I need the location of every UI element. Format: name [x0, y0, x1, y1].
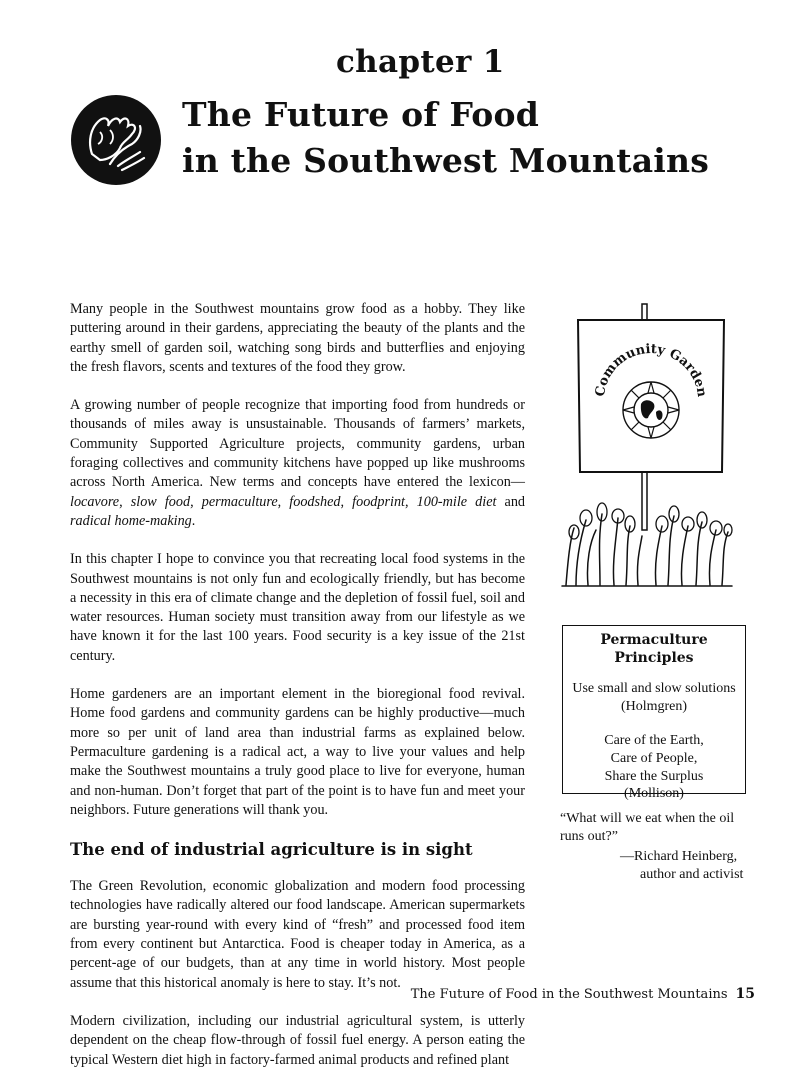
principle-line: Care of People,	[610, 750, 698, 766]
paragraph-2: A growing number of people recognize that importing food from hundreds or thousands of miles away is unsustainable. Thousands of farmers’ markets, Community Supported Agriculture projects, community gardens, urban foraging collectives and community kitchens have popped up like mushrooms across North America. New terms and concepts have entered the lexicon—locavore, slow food, permaculture, foodshed, foodprint, 100-mile diet and radical home-making.	[70, 397, 526, 529]
section-heading: The end of industrial agriculture is in sight	[70, 840, 473, 860]
pull-quote	[560, 810, 750, 884]
principle-line: Share the Surplus	[604, 768, 704, 784]
permaculture-principles-box	[562, 625, 746, 802]
principle-source: (Mollison)	[624, 786, 684, 802]
page-footer	[380, 986, 755, 1002]
paragraph-1: Many people in the Southwest mountains grow food as a hobby. They like puttering around in their gardens, appreciating the beauty of the plants and the earthy smell of garden soil, watching song birds and butterflies and enjoying the fresh flavors, scents and textures of the food they grow.	[70, 301, 525, 375]
quote-text: “What will we eat when the oil runs out?”	[560, 811, 735, 844]
hands-emblem-icon	[70, 94, 162, 186]
running-title: The Future of Food in the Southwest Mountains	[410, 987, 728, 1002]
principle-line: Use small and slow solutions	[572, 681, 736, 697]
paragraph-6: Modern civilization, including our industrial agricultural system, is utterly dependent on the cheap flow-through of fossil fuel energy. A person eating the typical Western diet high in factory-farmed animal products and refined plant	[70, 1012, 525, 1068]
principles-title: Permaculture Principles	[600, 632, 708, 666]
community-garden-sign-illustration	[556, 300, 736, 595]
page-number: 15	[735, 986, 755, 1002]
principle-source: (Holmgren)	[620, 698, 688, 714]
paragraph-4: Home gardeners are an important element in the bioregional food revival. Home food gardens and community gardens can be highly productive—much more so per unit of land area than industrial farms as explained below. Permaculture gardening is a radical act, a way to live your values and help make the Southwest mountains a truly good place to live for everyone, human and non-human. Don’t forget that part of the point is to have fun and meet your neighbors. Future generations will thank you.	[70, 686, 525, 818]
quote-attribution-role: author and activist	[640, 867, 744, 882]
principle-line: Care of the Earth,	[604, 733, 704, 749]
sign-text: Community Garden	[592, 341, 710, 398]
quote-attribution-name: —Richard Heinberg,	[620, 849, 738, 864]
paragraph-3: In this chapter I hope to convince you that recreating local food systems in the Southwest mountains is not only fun and ecologically friendly, but has become a necessity in this era of climate change and the depletion of fossil fuel, soil and water resources. Human society must transition away from our lifestyle as we have known it for the last 100 years. Food security is a key issue of the 21st century.	[70, 551, 525, 664]
paragraph-5: The Green Revolution, economic globalization and modern food processing technologies have radically altered our food landscape. American supermarkets are bursting year-round with every kind of “fresh” and processed food item from every continent but Antarctica. Food is cheaper today in America, as a percent-age of our budgets, than at any time in world history. Most people assume that this historical anomaly is here to stay. It’s not.	[70, 878, 525, 991]
chapter-number: chapter 1	[336, 44, 505, 80]
chapter-title	[182, 92, 762, 184]
title-line-2: in the Southwest Mountains	[182, 141, 709, 180]
title-line-1: The Future of Food	[182, 95, 539, 134]
body-text	[70, 300, 525, 1089]
